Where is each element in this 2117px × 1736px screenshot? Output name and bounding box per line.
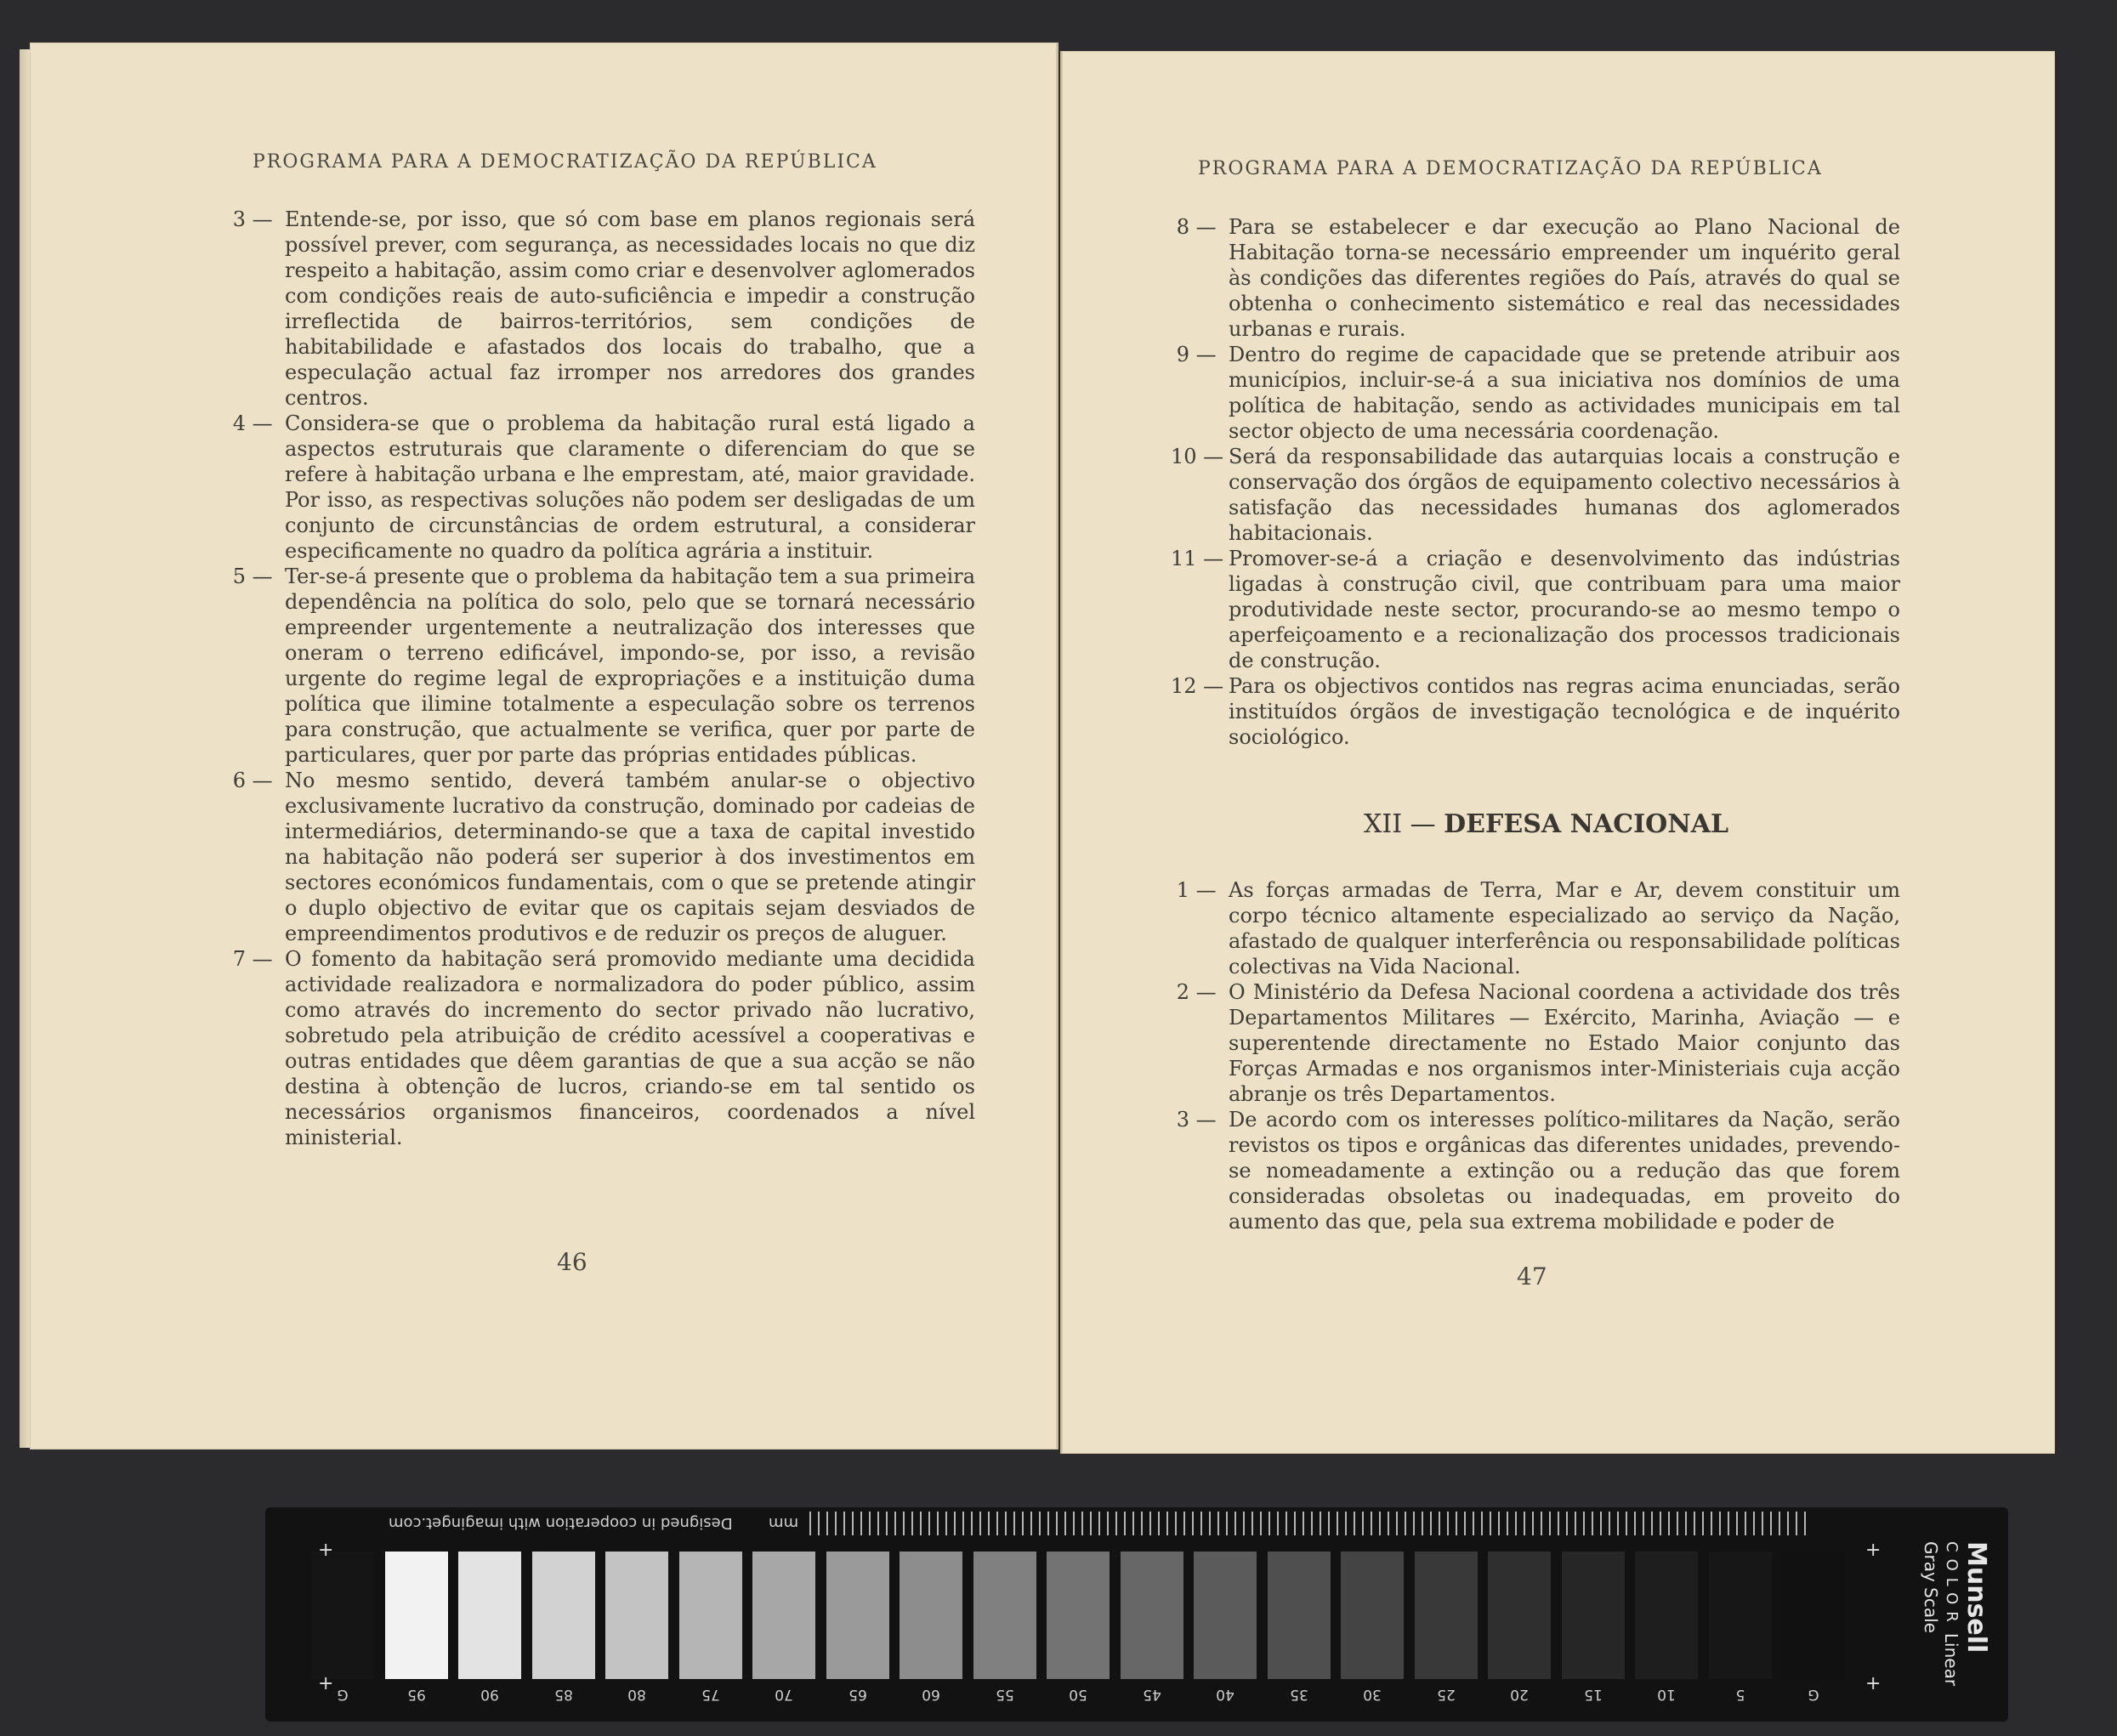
item-number: 2 — xyxy=(1171,979,1227,1005)
plus-mark-icon: + xyxy=(318,1673,334,1694)
item-number-value: 3 xyxy=(1176,1108,1189,1132)
swatch-label: 50 xyxy=(1069,1686,1087,1703)
item-number: 11 — xyxy=(1171,547,1224,570)
item-number: 1 — xyxy=(1171,877,1227,903)
gray-swatch xyxy=(1194,1552,1257,1679)
item-number: 3 — xyxy=(1171,1107,1227,1132)
gray-swatch xyxy=(1562,1552,1625,1679)
ruler-unit: mm xyxy=(769,1514,799,1532)
numbered-item xyxy=(1171,342,1900,444)
running-head: PROGRAMA PARA A DEMOCRATIZAÇÃO DA REPÚBLICA xyxy=(253,151,877,173)
gray-swatch xyxy=(679,1552,742,1679)
swatch-label: 30 xyxy=(1363,1686,1382,1703)
numbered-item xyxy=(227,207,975,411)
numbered-item xyxy=(1171,877,1900,979)
item-text: De acordo com os interesses político-militares da Nação, serão revistos os tipos e orgânicas das diferentes unidades, prevendo-se nomeadamente a extinção ou a redução das que forem consideradas obsoletas ou inadequadas, em proveito do aumento das que, pela sua extrema mobilidade e poder de xyxy=(1229,1108,1900,1234)
numbered-item xyxy=(227,564,975,768)
item-number-value: 12 xyxy=(1171,674,1197,698)
numbered-item xyxy=(227,768,975,946)
swatch-label: 20 xyxy=(1510,1686,1529,1703)
item-text: O fomento da habitação será promovido mediante uma decidida actividade realizadora e normalizadora do poder público, assim como através do incremento do sector privado não lucrativo, sobretudo pela atribuição de crédito acessível a cooperativas e outras entidades que dêem garantias de que a sua acção se não destina à obtenção de lucros, criando-se em tal sentido os necessários organismos financeiros, coordenados a nível ministerial. xyxy=(285,947,975,1149)
numbered-item xyxy=(1171,444,1900,546)
numbered-item xyxy=(1171,979,1900,1107)
right-item-list-top xyxy=(1171,214,1900,750)
gray-swatch xyxy=(900,1552,962,1679)
item-number: 9 — xyxy=(1171,342,1227,367)
gray-swatch xyxy=(532,1552,595,1679)
gray-swatch xyxy=(752,1552,815,1679)
swatch-label: 10 xyxy=(1657,1686,1676,1703)
left-page xyxy=(30,43,1058,1450)
gray-swatch xyxy=(826,1552,889,1679)
swatch-label: 35 xyxy=(1289,1686,1308,1703)
item-number: 12 — xyxy=(1171,674,1224,698)
item-number-value: 6 xyxy=(232,769,246,792)
gray-swatch xyxy=(1709,1552,1772,1679)
right-item-list-bottom xyxy=(1171,877,1900,1234)
gray-swatch xyxy=(1635,1552,1698,1679)
item-number-value: 2 xyxy=(1176,980,1189,1004)
swatch-label: 85 xyxy=(553,1686,573,1703)
numbered-item xyxy=(227,946,975,1150)
gray-swatch xyxy=(1782,1552,1845,1679)
swatch-label: 15 xyxy=(1583,1686,1603,1703)
item-number-value: 7 xyxy=(232,947,246,971)
numbered-item xyxy=(1171,546,1900,673)
swatch-label: 45 xyxy=(1142,1686,1161,1703)
left-item-list xyxy=(227,207,975,1150)
item-number: 6 — xyxy=(227,768,283,793)
plus-mark-icon: + xyxy=(318,1540,334,1561)
item-number-value: 3 xyxy=(232,207,246,231)
right-page xyxy=(1060,51,2055,1454)
gray-scale-card xyxy=(265,1507,2008,1722)
brand-name: Munsell xyxy=(1961,1541,1991,1654)
swatch-label: 70 xyxy=(775,1686,793,1703)
gray-swatch xyxy=(973,1552,1036,1679)
item-number: 10 — xyxy=(1171,445,1224,468)
plus-mark-icon: + xyxy=(1865,1540,1881,1561)
section-title: XII — DEFESA NACIONAL xyxy=(1364,809,1729,839)
numbered-item xyxy=(1171,1107,1900,1234)
item-text: Promover-se-á a criação e desenvolvimento das indústrias ligadas à construção civil, que contribuam para uma maior produtividade neste sector, procurando-se ao mesmo tempo o aperfeiçoamento e a recionalização dos processos tradicionais de construção. xyxy=(1229,547,1900,672)
item-text: Será da responsabilidade das autarquias locais a construção e conservação dos órgãos de equipamento colectivo necessários à satisfação das necessidades humanas dos aglomerados habitacionais. xyxy=(1229,445,1900,545)
gray-swatch xyxy=(605,1552,668,1679)
item-number-value: 9 xyxy=(1176,343,1189,366)
gray-swatch xyxy=(385,1552,448,1679)
swatch-label: 90 xyxy=(480,1686,499,1703)
item-number-value: 4 xyxy=(232,411,246,435)
gray-swatch xyxy=(1268,1552,1331,1679)
swatch-label: 80 xyxy=(627,1686,646,1703)
gray-swatch xyxy=(1488,1552,1551,1679)
numbered-item xyxy=(227,411,975,564)
numbered-item xyxy=(1171,673,1900,750)
item-text: O Ministério da Defesa Nacional coordena a actividade dos três Departamentos Militares — Exército, Marinha, Aviação — e superentende directamente no Estado Maior conjunto das Forças Armadas e nos organismos inter-Ministeriais cuja acção abranje os três Departamentos. xyxy=(1229,980,1900,1106)
gray-swatch xyxy=(1415,1552,1478,1679)
munsell-brand xyxy=(1921,1541,1991,1722)
swatch-label: 60 xyxy=(922,1686,940,1703)
scale-name: Linear Gray Scale xyxy=(1921,1541,1961,1687)
item-text: Para se estabelecer e dar execução ao Plano Nacional de Habitação torna-se necessário empreender um inquérito geral às condições das diferentes regiões do País, através do qual se obtenha o conhecimento sistemático e real das necessidades urbanas e rurais. xyxy=(1229,215,1900,341)
item-text: Considera-se que o problema da habitação rural está ligado a aspectos estruturais que claramente o diferenciam do que se refere à habitação urbana e lhe emprestam, até, maior gravidade. Por isso, as respectivas soluções não podem ser desligadas de um conjunto de circunstâncias de ordem estrutural, a considerar especificamente no quadro da política agrária a instituir. xyxy=(285,411,975,563)
running-head: PROGRAMA PARA A DEMOCRATIZAÇÃO DA REPÚBLICA xyxy=(1198,158,1823,179)
swatch-label: G xyxy=(1808,1686,1819,1703)
swatch-label: G xyxy=(337,1686,349,1703)
gray-swatch xyxy=(1047,1552,1110,1679)
credit-text: Designed in cooperation with imaginget.com xyxy=(389,1514,733,1532)
swatch-label: 25 xyxy=(1436,1686,1456,1703)
gray-swatch xyxy=(311,1552,374,1679)
item-number: 3 — xyxy=(227,207,283,232)
gray-swatch xyxy=(1121,1552,1183,1679)
gray-swatch xyxy=(458,1552,521,1679)
item-number: 5 — xyxy=(227,564,283,589)
item-text: Dentro do regime de capacidade que se pretende atribuir aos municípios, incluir-se-á a sua iniciativa nos domínios de uma política de habitação, sendo as actividades municipais em tal sector objecto de uma necessária coordenação. xyxy=(1229,343,1900,443)
item-number-value: 5 xyxy=(232,564,246,588)
swatch-label: 5 xyxy=(1735,1686,1745,1703)
section-heading: DEFESA NACIONAL xyxy=(1444,809,1729,839)
page-number: 46 xyxy=(557,1248,587,1276)
swatch-label: 40 xyxy=(1216,1686,1234,1703)
item-text: No mesmo sentido, deverá também anular-se o objectivo exclusivamente lucrativo da construção, dominado por cadeias de intermediários, determinando-se que a taxa de capital investido na habitação não poderá ser superior à dos investimentos em sectores económicos fundamentais, com o que se pretende atingir o duplo objectivo de evitar que os capitais sejam desviados de empreendimentos produtivos e de reduzir os preços de aluguer. xyxy=(285,769,975,945)
page-number: 47 xyxy=(1517,1262,1547,1291)
item-number: 8 — xyxy=(1171,214,1227,240)
section-roman: XII xyxy=(1364,809,1403,839)
item-number-value: 10 xyxy=(1171,445,1197,468)
item-number-value: 1 xyxy=(1176,878,1189,902)
item-text: Para os objectivos contidos nas regras acima enunciadas, serão instituídos órgãos de investigação tecnológica e de inquérito sociológico. xyxy=(1229,674,1900,749)
plus-mark-icon: + xyxy=(1865,1673,1881,1694)
item-text: Entende-se, por isso, que só com base em planos regionais será possível prever, com segurança, as necessidades locais no que diz respeito a habitação, assim como criar e desenvolver aglomerados com condições reais de auto-suficiência e impedir a construção irreflectida de bairros-territórios, sem condições de habitabilidade e afastados dos locais do trabalho, que a especulação actual faz irromper nos arredores dos grandes centros. xyxy=(285,207,975,410)
numbered-item xyxy=(1171,214,1900,342)
item-number-value: 11 xyxy=(1171,547,1197,570)
item-number-value: 8 xyxy=(1176,215,1189,239)
swatch-label: 55 xyxy=(995,1686,1014,1703)
item-number: 7 — xyxy=(227,946,283,972)
swatch-label: 95 xyxy=(406,1686,426,1703)
item-number: 4 — xyxy=(227,411,283,436)
gray-swatch xyxy=(1341,1552,1404,1679)
item-text: As forças armadas de Terra, Mar e Ar, devem constituir um corpo técnico altamente especializado ao serviço da Nação, afastado de qualquer interferência ou responsabilidade políticas colectivas na Vida Nacional. xyxy=(1229,878,1900,979)
swatch-label: 75 xyxy=(701,1686,720,1703)
item-text: Ter-se-á presente que o problema da habitação tem a sua primeira dependência na política do solo, pelo que se tornará necessário empreender urgentemente a neutralização dos interesses que oneram o terreno edificável, impondo-se, por isso, a revisão urgente do regime legal de expropriações e a instituição duma política que ilimine totalmente a especulação sobre os terrenos para construção, que actualmente se verifica, quer por parte de particulares, quer por parte das próprias entidades públicas. xyxy=(285,564,975,767)
swatch-label: 65 xyxy=(848,1686,867,1703)
brand-sub: COLOR xyxy=(1943,1541,1961,1629)
mm-ruler xyxy=(809,1512,1813,1535)
